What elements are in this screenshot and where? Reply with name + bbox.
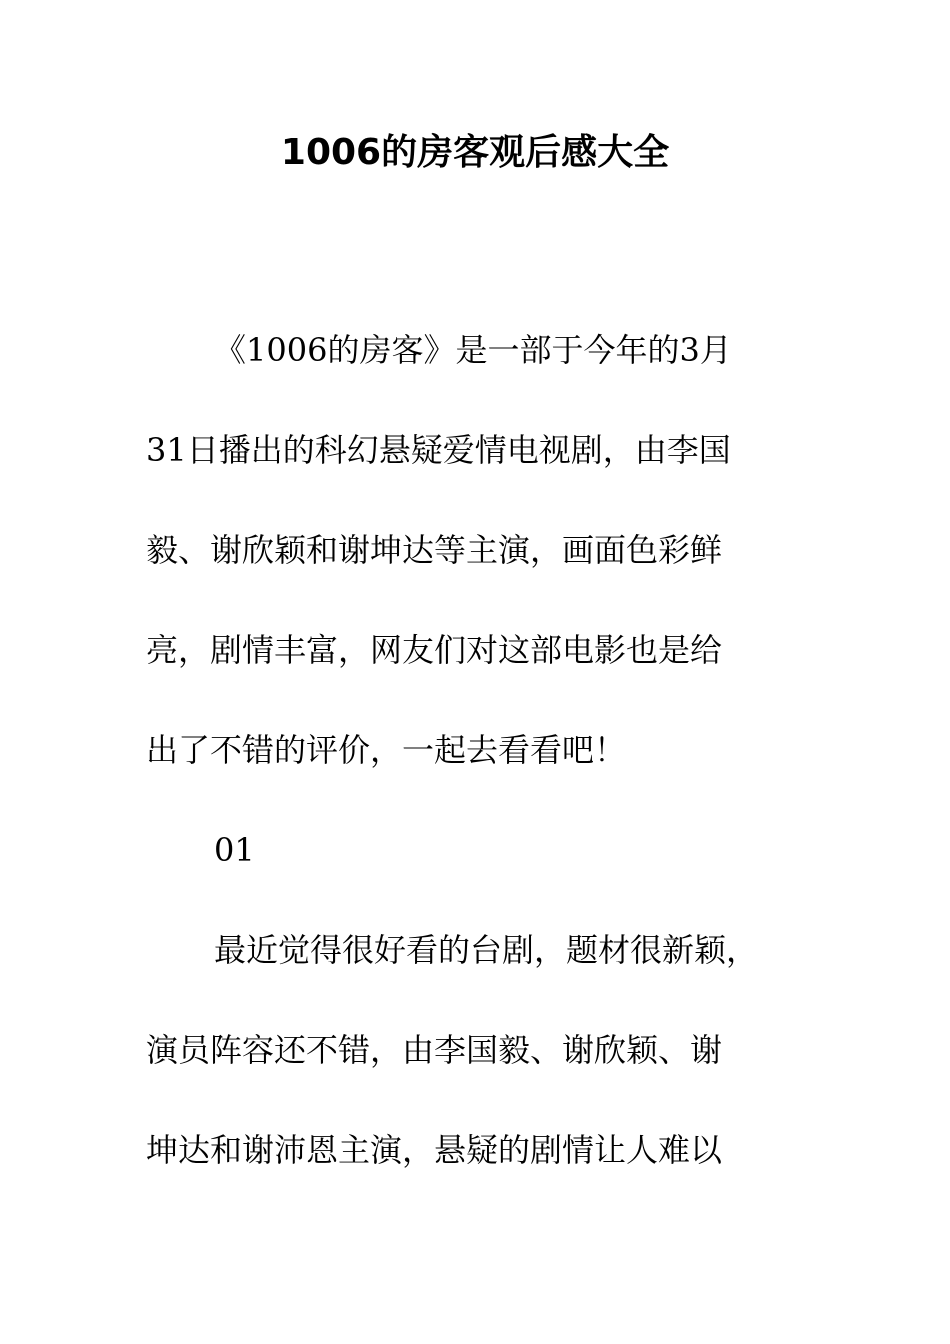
paragraph-line: 《1006的房客》是一部于今年的3月 — [214, 331, 732, 369]
paragraph-line: 演员阵容还不错，由李国毅、谢欣颖、谢 — [146, 1031, 723, 1069]
document-body — [146, 300, 796, 1200]
paragraph-line: 31日播出的科幻悬疑爱情电视剧，由李国 — [146, 431, 731, 469]
paragraph-line: 坤达和谢沛恩主演，悬疑的剧情让人难以 — [146, 1131, 723, 1169]
paragraph-line: 最近觉得很好看的台剧，题材很新颖， — [214, 931, 759, 969]
paragraph-line: 出了不错的评价，一起去看看吧！ — [146, 731, 627, 769]
section-number: 01 — [214, 831, 255, 869]
document-title: 1006的房客观后感大全 — [280, 132, 670, 173]
paragraph-line: 毅、谢欣颖和谢坤达等主演，画面色彩鲜 — [146, 531, 723, 569]
paragraph-line: 亮，剧情丰富，网友们对这部电影也是给 — [146, 631, 723, 669]
